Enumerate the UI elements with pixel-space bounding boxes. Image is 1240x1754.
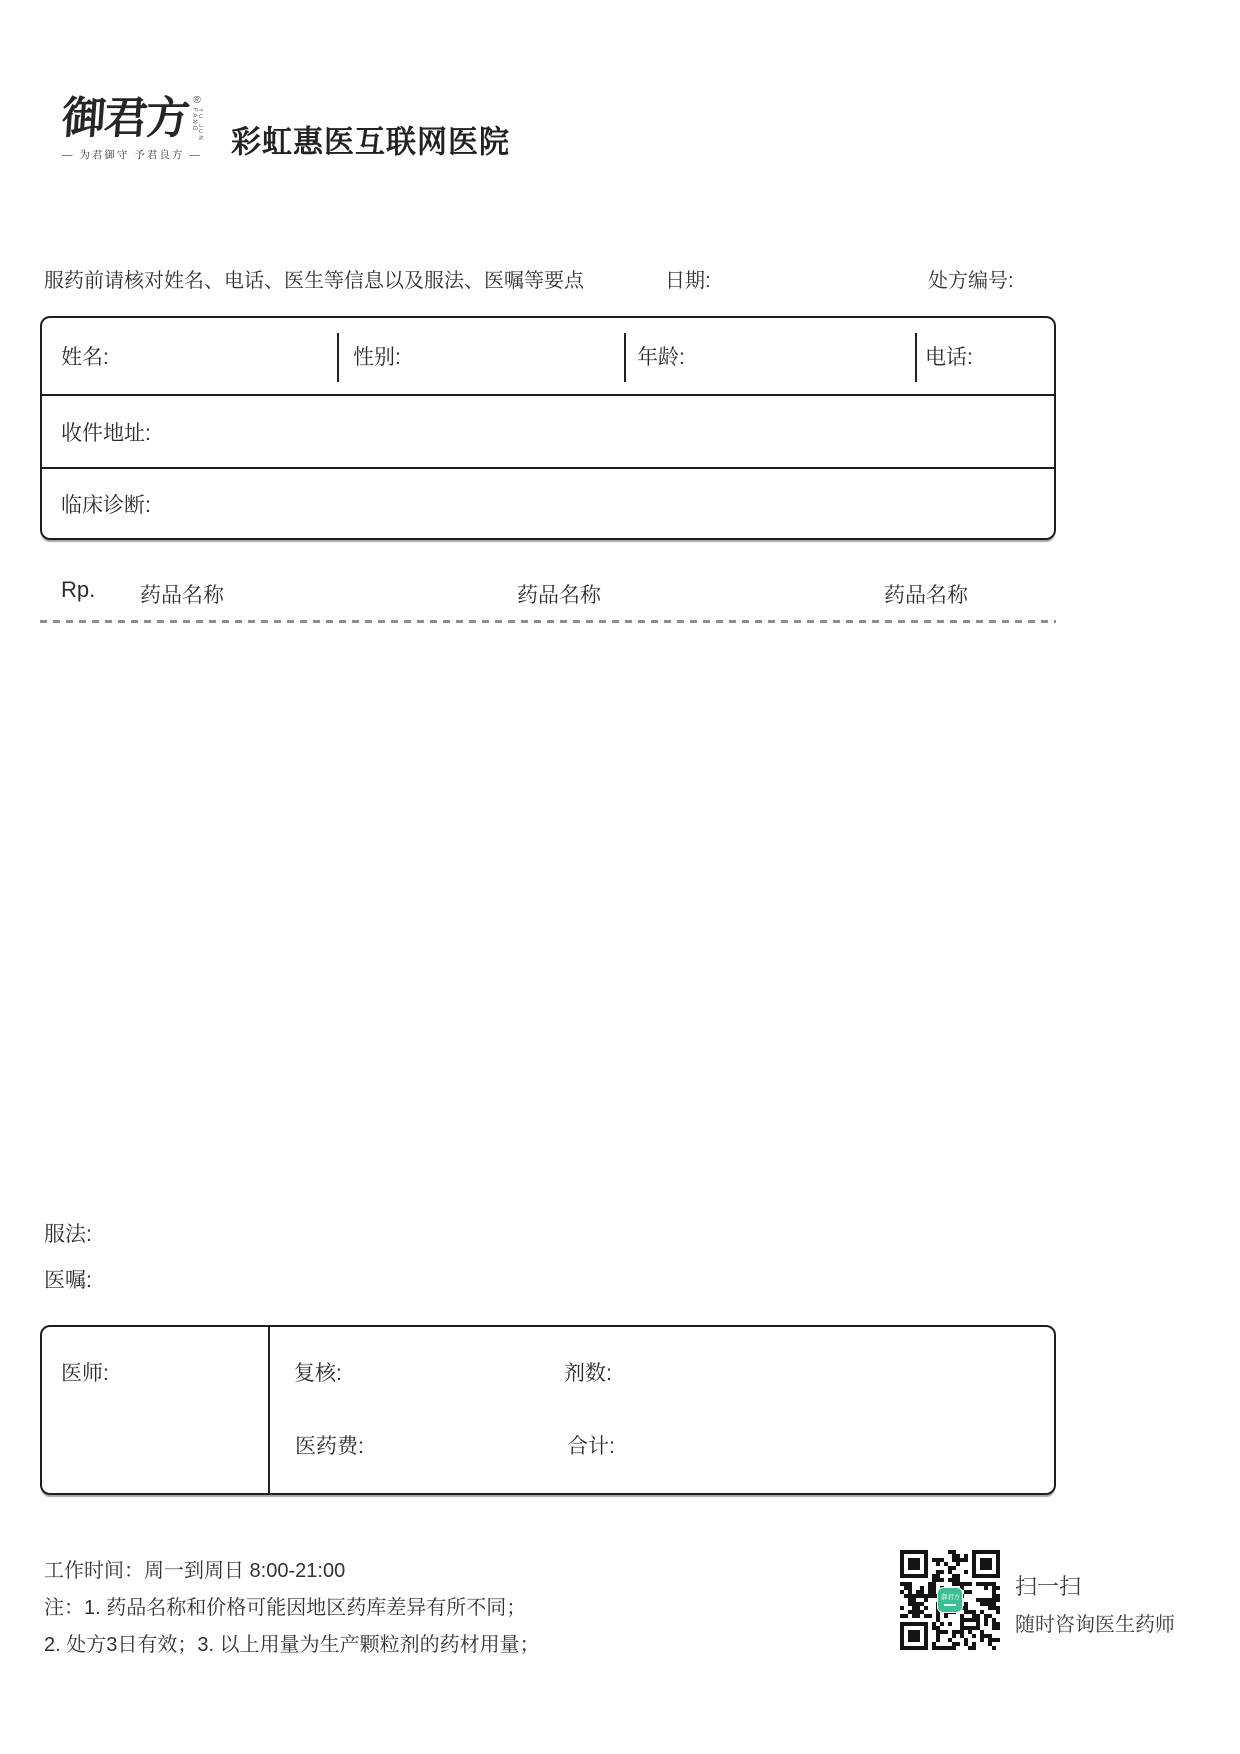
dashed-separator [40, 620, 1056, 623]
drug-name-column-2: 药品名称 [517, 584, 601, 607]
patient-name-field [42, 318, 337, 394]
clinical-diagnosis-label: 临床诊断: [61, 494, 151, 517]
brand-logo [60, 93, 203, 162]
note-line-1: 注：1. 药品名称和价格可能因地区药库差异有所不同； [44, 1597, 527, 1619]
clinical-diagnosis-field [42, 469, 1054, 539]
patient-phone-label: 电话: [925, 346, 973, 369]
patient-age-label: 年龄: [637, 346, 685, 369]
signoff-divider [268, 1327, 270, 1493]
brand-tagline: — 为君御守 予君良方 — [62, 149, 202, 162]
brand-logo-text: 御君方 [60, 93, 190, 144]
reviewer-label: 复核: [294, 1362, 342, 1385]
patient-name-label: 姓名: [61, 346, 109, 369]
doctor-advice-label: 医嘱: [44, 1269, 92, 1292]
usage-label: 服法: [44, 1223, 92, 1246]
drug-name-column-1: 药品名称 [140, 584, 224, 607]
pre-check-note: 服药前请核对姓名、电话、医生等信息以及服法、医嘱等要点 [44, 270, 584, 292]
patient-age-field [624, 318, 915, 394]
rp-label: Rp. [61, 577, 96, 602]
cell-divider [915, 333, 917, 382]
work-time-text: 工作时间：周一到周日 8:00-21:00 [44, 1560, 346, 1582]
qr-code [900, 1550, 1000, 1650]
note-line-2: 2. 处方3日有效；3. 以上用量为生产颗粒剂的药材用量； [44, 1634, 540, 1656]
patient-info-box [40, 316, 1056, 540]
shipping-address-field [42, 396, 1054, 469]
scan-hint-title: 扫一扫 [1015, 1574, 1082, 1599]
dose-count-label: 剂数: [564, 1362, 612, 1385]
qr-logo-underline [944, 1604, 956, 1606]
shipping-address-label: 收件地址: [61, 421, 151, 445]
registered-trademark-icon: ® [193, 95, 201, 106]
qr-logo-text: 御君方 [940, 1594, 960, 1601]
patient-basic-row [42, 318, 1054, 396]
cell-divider [337, 333, 339, 382]
qr-center-logo [937, 1587, 963, 1613]
prescription-number-label: 处方编号: [928, 270, 1014, 292]
date-label: 日期: [665, 270, 711, 292]
signoff-box [40, 1325, 1056, 1495]
scan-hint-desc: 随时咨询医生药师 [1015, 1614, 1175, 1636]
drug-name-column-3: 药品名称 [884, 584, 968, 607]
total-label: 合计: [567, 1435, 615, 1458]
patient-gender-label: 性别: [353, 346, 401, 369]
patient-gender-field [337, 318, 624, 394]
cell-divider [624, 333, 626, 382]
brand-logo-vertical-text: YU JUN FANG [191, 108, 203, 142]
hospital-title: 彩虹惠医互联网医院 [231, 125, 510, 160]
medicine-fee-label: 医药费: [295, 1435, 364, 1458]
patient-phone-field [915, 318, 1054, 394]
doctor-label: 医师: [61, 1362, 109, 1385]
